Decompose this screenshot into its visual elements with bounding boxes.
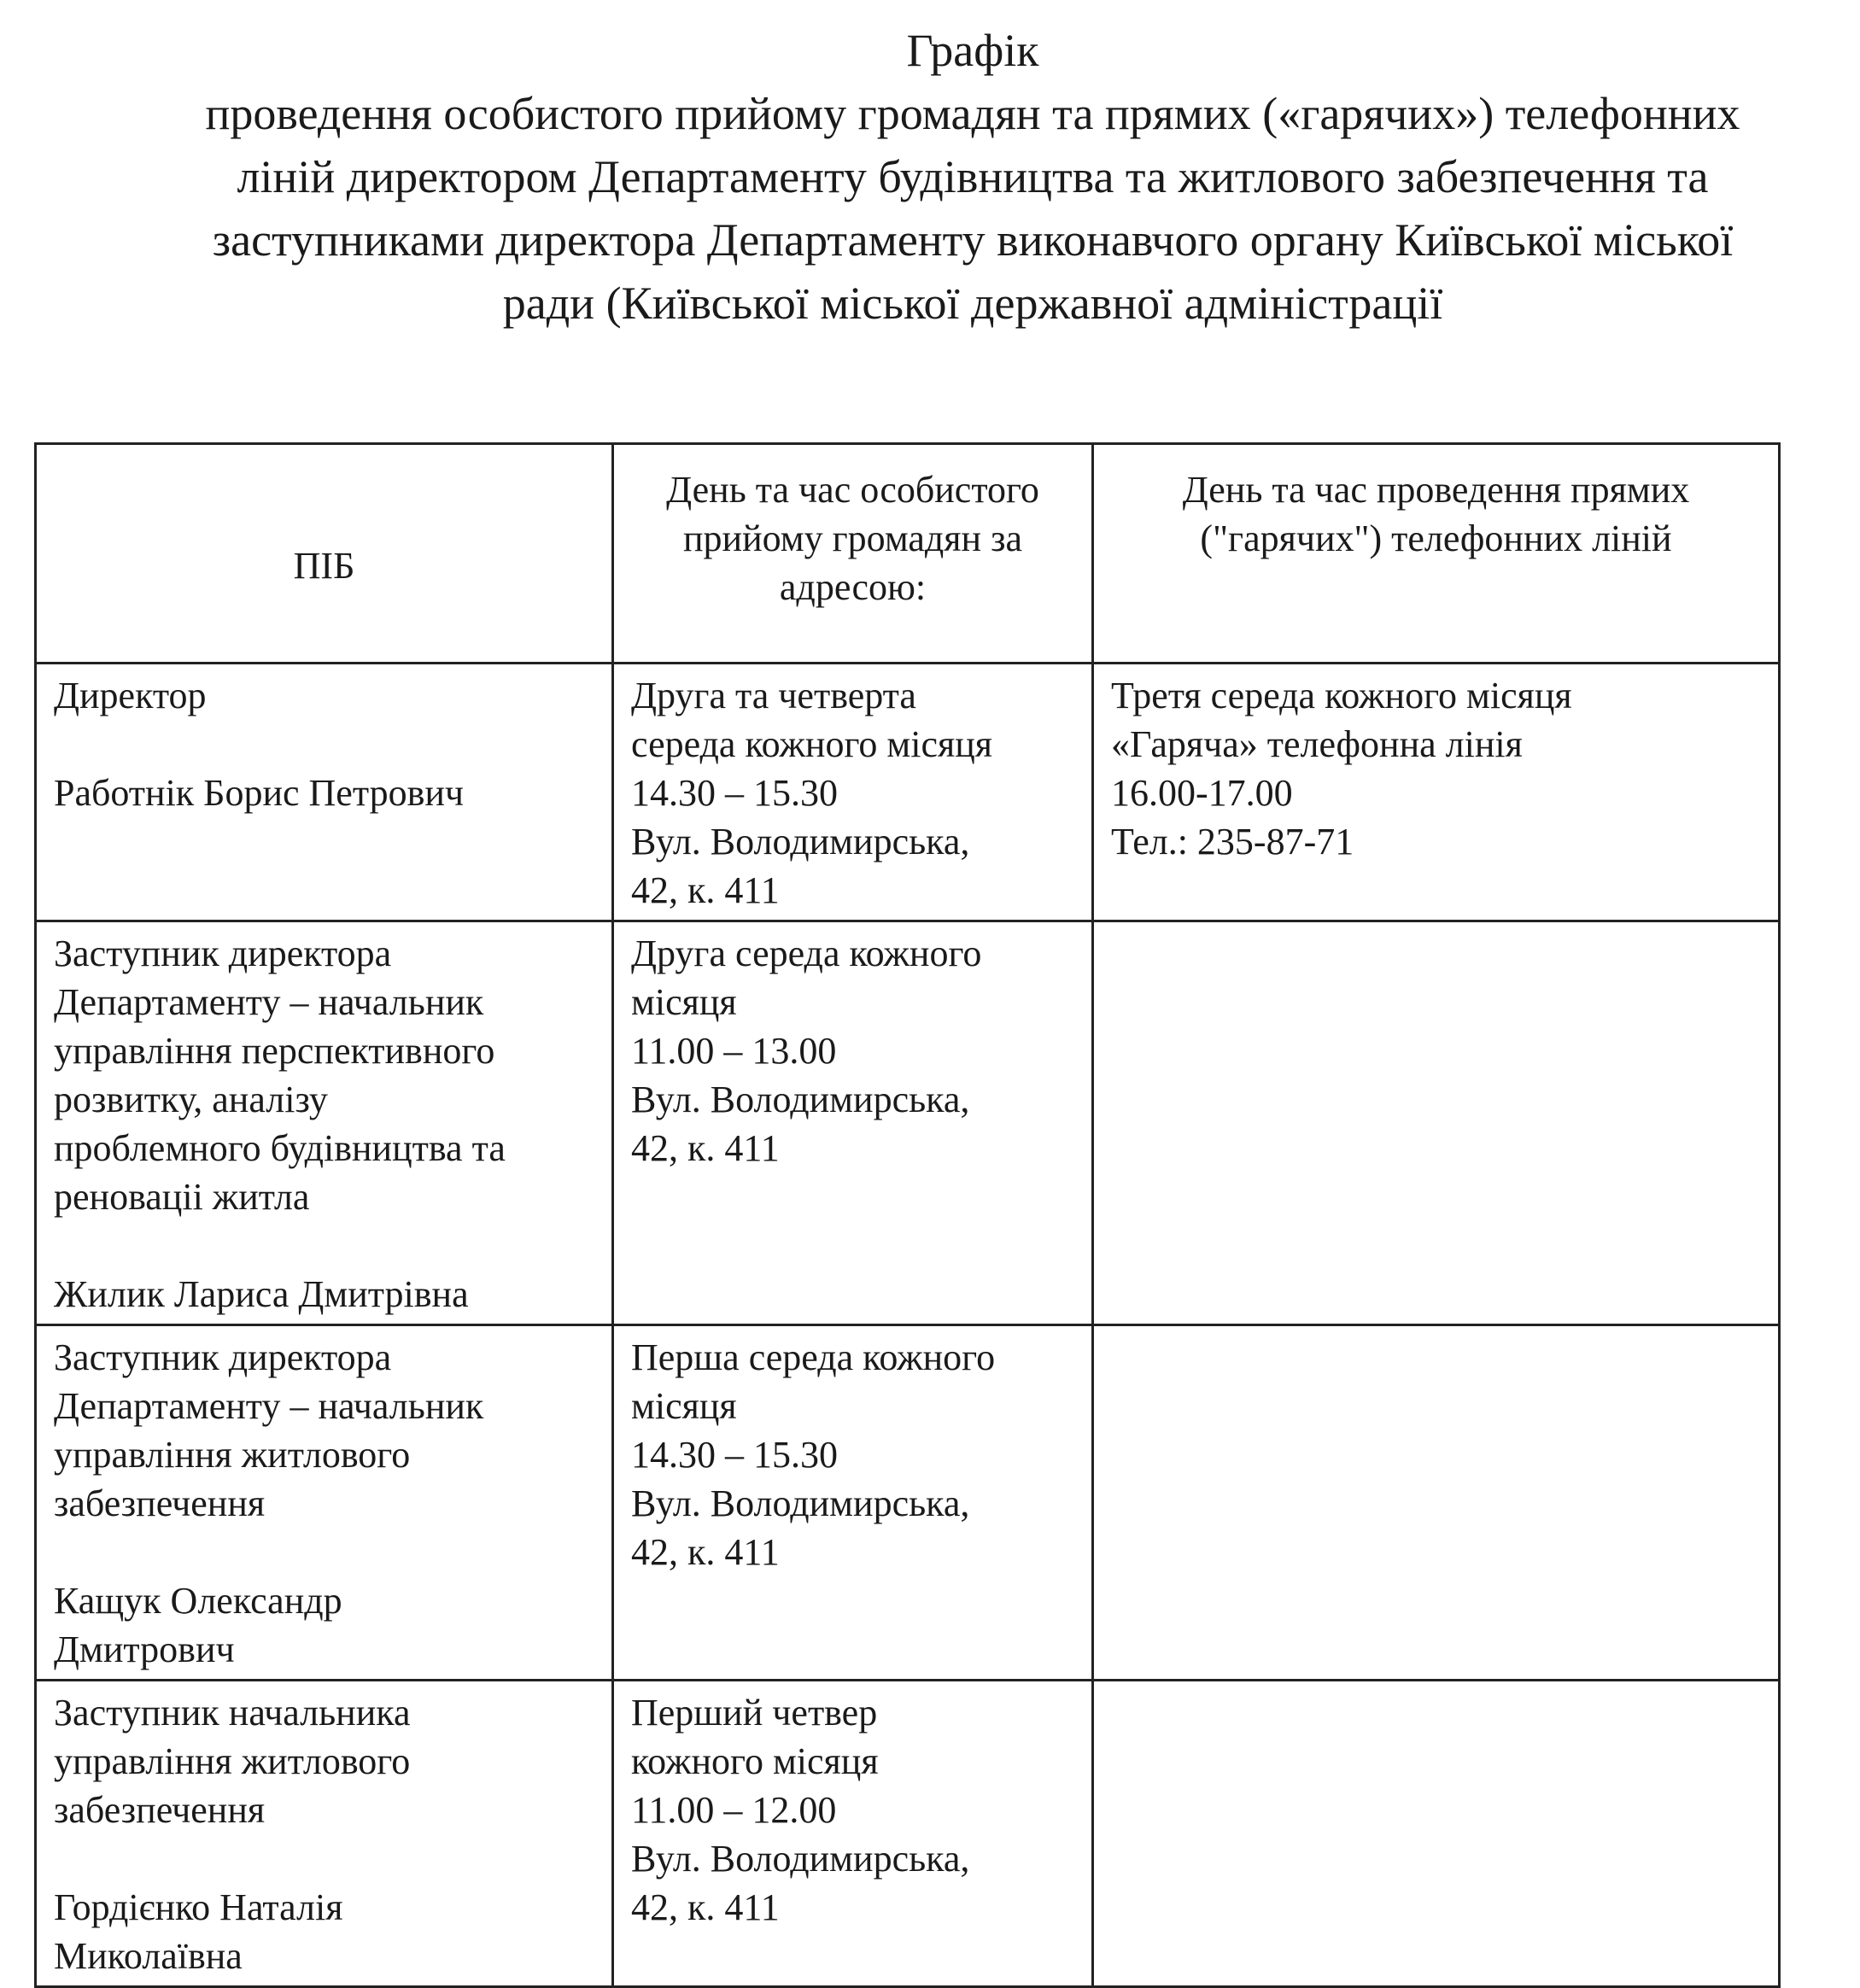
table-row	[36, 921, 1780, 1325]
cell-person	[36, 664, 613, 921]
cell-person: Заступник директора Департаменту – начальник управління житлового забезпечення Кащук Олександр Дмитрович	[36, 1325, 613, 1681]
header-name: ПІБ	[36, 444, 613, 664]
title-line: проведення особистого прийому громадян та прямих («гарячих») телефонних	[205, 88, 1740, 139]
title-line: заступниками директора Департаменту виконавчого органу Київської міської	[212, 214, 1734, 266]
cell-reception: Друга середа кожного місяця 11.00 – 13.00 Вул. Володимирська, 42, к. 411	[613, 921, 1093, 1325]
cell-reception: Друга та четверта середа кожного місяця 14.30 – 15.30 Вул. Володимирська, 42, к. 411	[613, 664, 1093, 921]
person-name: Жилик Лариса Дмитрівна	[54, 1273, 469, 1315]
header-hotline: День та час проведення прямих ("гарячих") телефонних ліній	[1093, 444, 1780, 664]
document-title	[120, 19, 1826, 335]
cell-hotline-empty	[1093, 1681, 1780, 1987]
person-name: Гордієнко Наталія	[54, 1886, 343, 1928]
cell-hotline-empty	[1093, 921, 1780, 1325]
cell-hotline: Третя середа кожного місяця «Гаряча» телефонна лінія 16.00-17.00 Тел.: 235-87-71	[1093, 664, 1780, 921]
title-line: ліній директором Департаменту будівництва та житлового забезпечення та	[237, 151, 1709, 202]
table-row	[36, 1325, 1780, 1681]
person-name: Работнік Борис Петрович	[54, 772, 465, 814]
schedule-table	[34, 442, 1781, 1988]
cell-reception: Перший четвер кожного місяця 11.00 – 12.00 Вул. Володимирська, 42, к. 411	[613, 1681, 1093, 1987]
title-line: ради (Київської міської державної адміністрації	[502, 278, 1443, 329]
person-name: Кащук Олександр	[54, 1580, 342, 1622]
position-text: Директор	[54, 675, 207, 716]
cell-person: Заступник начальника управління житлового забезпечення Гордієнко Наталія Миколаївна	[36, 1681, 613, 1987]
header-reception: День та час особистого прийому громадян за адресою:	[613, 444, 1093, 664]
title-line: Графік	[906, 25, 1039, 76]
person-name: Дмитрович	[54, 1628, 235, 1670]
table-row	[36, 664, 1780, 921]
cell-reception: Перша середа кожного місяця 14.30 – 15.30 Вул. Володимирська, 42, к. 411	[613, 1325, 1093, 1681]
table-header-row	[36, 444, 1780, 664]
person-name: Миколаївна	[54, 1935, 243, 1977]
cell-hotline-empty	[1093, 1325, 1780, 1681]
table-row	[36, 1681, 1780, 1987]
cell-person: Заступник директора Департаменту – начальник управління перспективного розвитку, аналізу проблемного будівництва та реноваціі житла Жилик Лариса Дмитрівна	[36, 921, 613, 1325]
